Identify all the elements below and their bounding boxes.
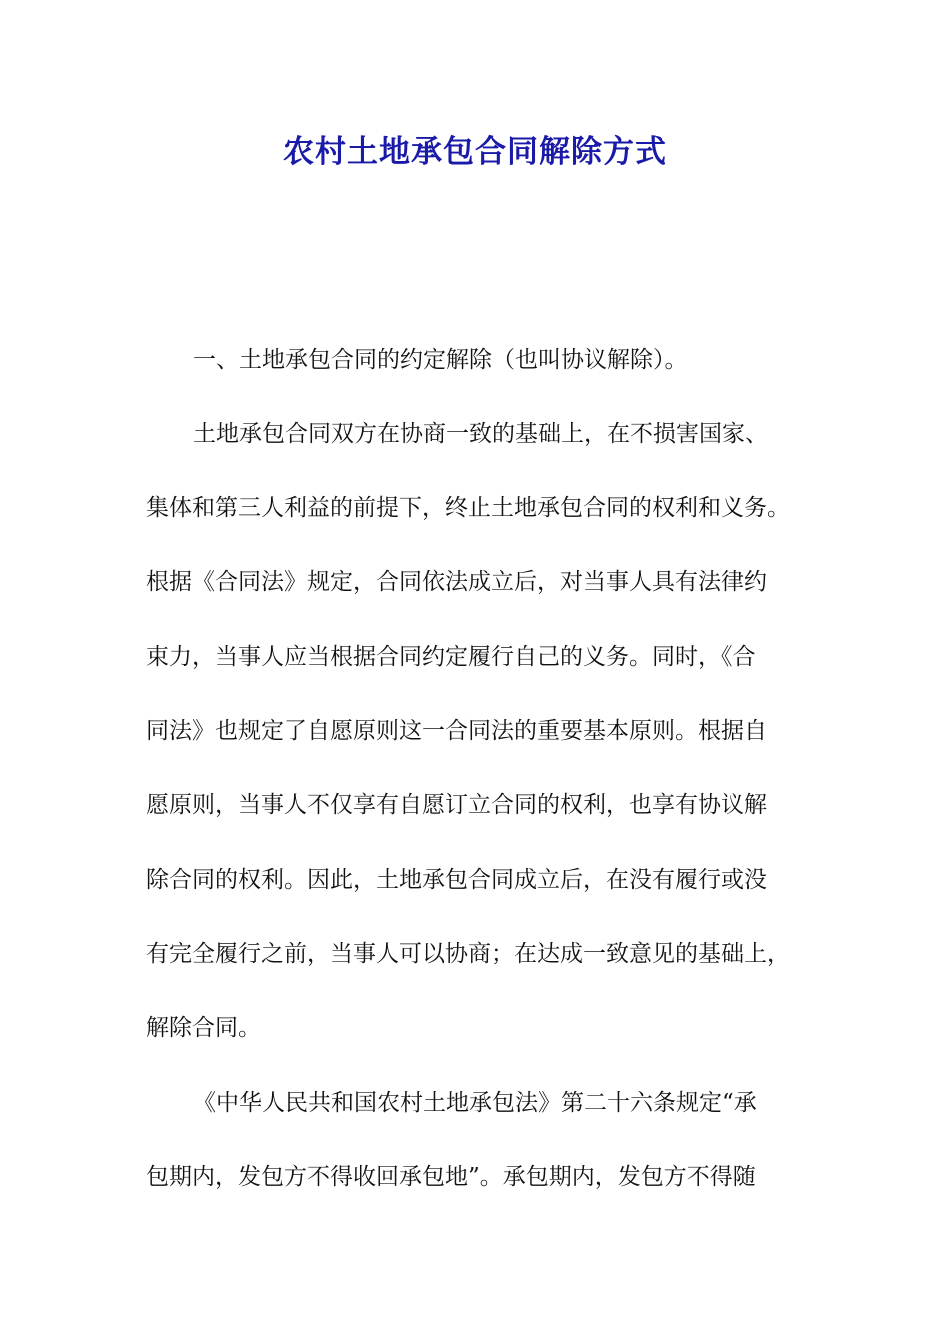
text-line: 束力，当事人应当根据合同约定履行自己的义务。同时，《合 <box>146 644 756 670</box>
text-line: 解除合同。 <box>146 1015 261 1041</box>
text-line: 除合同的权利。因此，土地承包合同成立后，在没有履行或没 <box>146 867 767 893</box>
text-line: 愿原则，当事人不仅享有自愿订立合同的权利，也享有协议解 <box>146 792 767 818</box>
text-line: 包期内，发包方不得收回承包地”。承包期内，发包方不得随 <box>146 1164 756 1190</box>
text-line: 根据《合同法》规定，合同依法成立后，对当事人具有法律约 <box>146 569 767 595</box>
text-line: 有完全履行之前，当事人可以协商；在达成一致意见的基础上， <box>146 941 790 967</box>
section-heading: 一、土地承包合同的约定解除（也叫协议解除）。 <box>193 347 688 373</box>
text-line: 土地承包合同双方在协商一致的基础上，在不损害国家、 <box>193 421 768 447</box>
text-line: 《中华人民共和国农村土地承包法》第二十六条规定“承 <box>193 1090 757 1116</box>
text-line: 集体和第三人利益的前提下，终止土地承包合同的权利和义务。 <box>146 495 790 521</box>
document-title: 农村土地承包合同解除方式 <box>283 134 667 170</box>
text-line: 同法》也规定了自愿原则这一合同法的重要基本原则。根据自 <box>146 718 767 744</box>
